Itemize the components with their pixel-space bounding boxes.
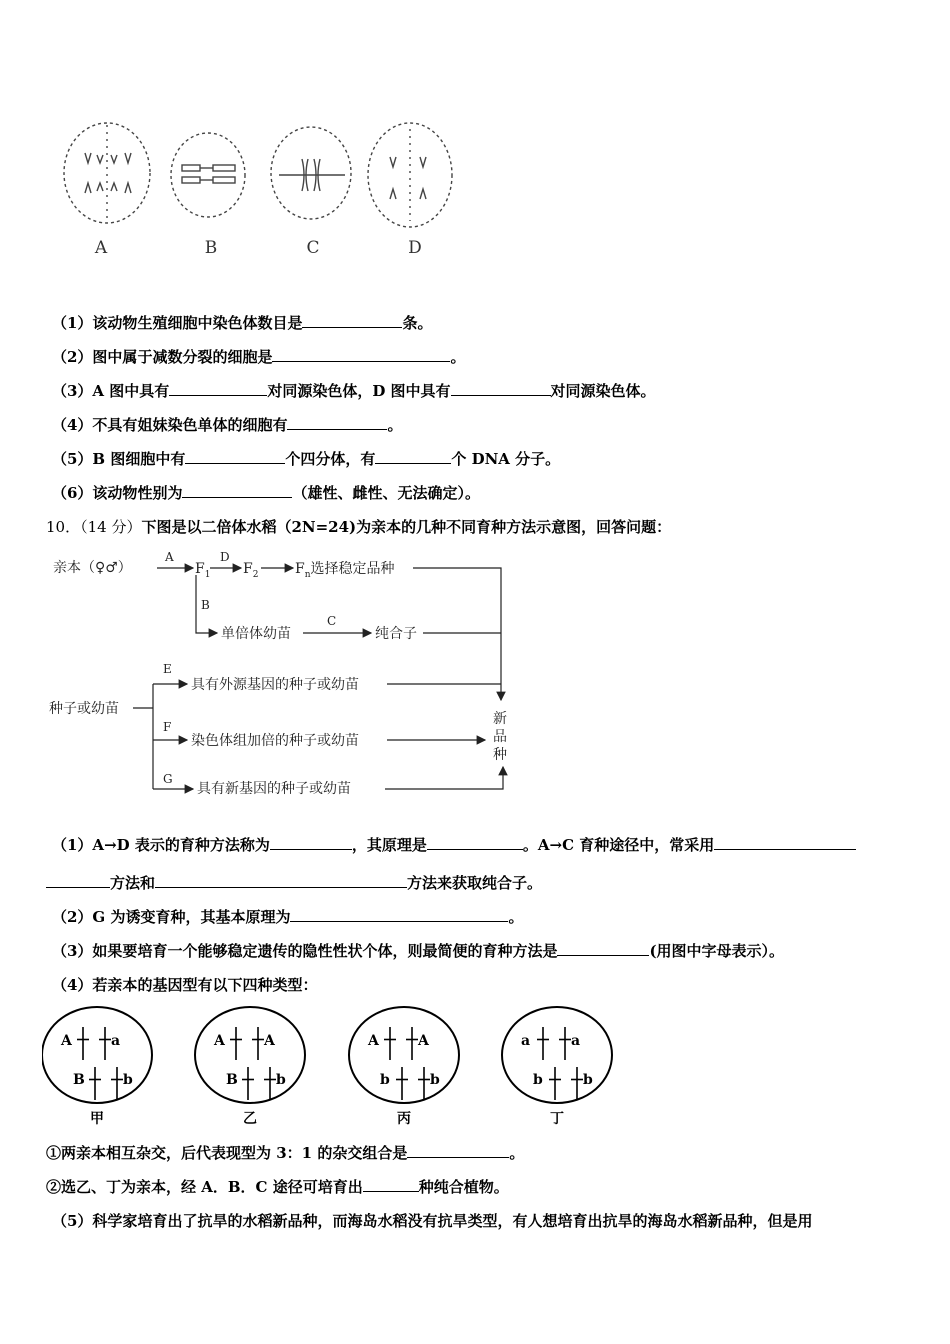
question-9-6: （6）该动物性别为 （雄性、雌性、无法确定）。 bbox=[52, 484, 480, 502]
f2-label: $F_2$ bbox=[243, 561, 259, 580]
allele-label: B bbox=[73, 1072, 85, 1088]
genotype-cell-3 bbox=[349, 1007, 459, 1127]
answer-blank[interactable] bbox=[451, 381, 551, 396]
question-10-4: （4）若亲本的基因型有以下四种类型： bbox=[52, 976, 318, 994]
allele-label: B bbox=[226, 1072, 238, 1088]
breeding-flow-diagram bbox=[45, 545, 525, 805]
seed-label: 种子或幼苗 bbox=[49, 701, 119, 717]
answer-blank[interactable] bbox=[407, 1143, 509, 1158]
branch-f-label: 染色体组加倍的种子或幼苗 bbox=[191, 733, 359, 749]
cell-name-label: 丙 bbox=[397, 1111, 411, 1127]
homozygote-label: 纯合子 bbox=[375, 626, 417, 642]
question-9-2: （2）图中属于减数分裂的细胞是 。 bbox=[52, 348, 466, 366]
answer-blank[interactable] bbox=[272, 347, 450, 362]
allele-label: b bbox=[276, 1072, 286, 1088]
cell-a-drawing bbox=[64, 123, 150, 223]
allele-label: A bbox=[214, 1033, 225, 1049]
genotype-cell-4 bbox=[502, 1007, 612, 1127]
parent-label: 亲本（♀♂） bbox=[53, 560, 132, 576]
cell-label-c: C bbox=[306, 238, 320, 258]
answer-blank[interactable] bbox=[155, 873, 407, 888]
new-variety-char-2: 品 bbox=[493, 729, 507, 745]
answer-blank[interactable] bbox=[375, 449, 451, 464]
arrow-b-label: B bbox=[201, 598, 210, 612]
allele-label: a bbox=[521, 1033, 531, 1049]
answer-blank[interactable] bbox=[714, 835, 856, 850]
answer-blank[interactable] bbox=[287, 415, 387, 430]
question-10-3: （3）如果要培育一个能够稳定遗传的隐性性状个体，则最简便的育种方法是 (用图中字母表示）。 bbox=[52, 942, 785, 960]
cell-label-a: A bbox=[94, 238, 108, 258]
cell-label-d: D bbox=[408, 238, 422, 258]
cell-label-b: B bbox=[204, 238, 218, 258]
allele-label: A bbox=[61, 1033, 72, 1049]
new-variety-char-1: 新 bbox=[493, 711, 507, 727]
genotype-cell-2 bbox=[195, 1007, 305, 1127]
allele-label: A bbox=[368, 1033, 379, 1049]
allele-label: b bbox=[583, 1072, 593, 1088]
answer-blank[interactable] bbox=[270, 835, 352, 850]
haploid-label: 单倍体幼苗 bbox=[221, 626, 291, 642]
branch-g-label: 具有新基因的种子或幼苗 bbox=[197, 781, 351, 797]
cell-name-label: 甲 bbox=[90, 1111, 104, 1127]
answer-blank[interactable] bbox=[557, 941, 649, 956]
allele-label: A bbox=[418, 1033, 429, 1049]
cell-c-drawing bbox=[271, 127, 351, 219]
arrow-a-label: A bbox=[165, 550, 174, 564]
f1-label: $F_1$ bbox=[195, 561, 211, 580]
cell-division-figure bbox=[55, 115, 475, 265]
arrow-c-label: C bbox=[327, 614, 337, 628]
question-9-1: （1）该动物生殖细胞中染色体数目是 条。 bbox=[52, 314, 433, 332]
allele-label: b bbox=[430, 1072, 440, 1088]
question-10-1-line2: 方法和 方法来获取纯合子。 bbox=[46, 872, 542, 893]
question-10-stem: 10．（14 分）下图是以二倍体水稻（2N=24)为亲本的几种不同育种方法示意图，回答问题： bbox=[46, 518, 672, 536]
cell-d-drawing bbox=[368, 123, 452, 227]
genotype-cell-1 bbox=[42, 1007, 152, 1127]
arrow-f-label: F bbox=[163, 720, 172, 734]
question-10-1: （1）A→D 表示的育种方法称为 ，其原理是 。A→C 育种途径中，常采用 bbox=[52, 834, 856, 855]
allele-label: b bbox=[123, 1072, 133, 1088]
genotype-cells-figure bbox=[42, 1005, 622, 1130]
arrow-d-label: D bbox=[220, 550, 230, 564]
arrow-g-label: G bbox=[163, 772, 173, 786]
answer-blank[interactable] bbox=[363, 1177, 419, 1192]
allele-label: a bbox=[111, 1033, 121, 1049]
question-9-5: （5）B 图细胞中有 个四分体，有 个 DNA 分子。 bbox=[52, 450, 561, 468]
question-10-4-2: ②选乙、丁为亲本，经 A．B．C 途径可培育出 种纯合植物。 bbox=[46, 1178, 509, 1196]
answer-blank[interactable] bbox=[185, 449, 285, 464]
arrow-e-label: E bbox=[163, 662, 172, 676]
branch-e-label: 具有外源基因的种子或幼苗 bbox=[191, 677, 359, 693]
allele-label: b bbox=[380, 1072, 390, 1088]
question-10-4-1: ①两亲本相互杂交，后代表现型为 3：1 的杂交组合是 。 bbox=[46, 1144, 525, 1162]
answer-blank[interactable] bbox=[46, 873, 110, 888]
allele-label: a bbox=[571, 1033, 581, 1049]
cell-name-label: 乙 bbox=[243, 1111, 257, 1127]
fn-label: $F_n$选择稳定品种 bbox=[295, 561, 395, 580]
cell-name-label: 丁 bbox=[550, 1111, 564, 1127]
answer-blank[interactable] bbox=[302, 313, 402, 328]
answer-blank[interactable] bbox=[182, 483, 292, 498]
answer-blank[interactable] bbox=[290, 907, 508, 922]
allele-label: A bbox=[264, 1033, 275, 1049]
question-9-3: （3）A 图中具有 对同源染色体，D 图中具有 对同源染色体。 bbox=[52, 382, 656, 400]
question-10-5: （5）科学家培育出了抗旱的水稻新品种，而海岛水稻没有抗旱类型，有人想培育出抗旱的海岛水稻新品种，但是用 bbox=[52, 1212, 813, 1230]
new-variety-char-3: 种 bbox=[493, 747, 507, 763]
allele-label: b bbox=[533, 1072, 543, 1088]
question-9-4: （4）不具有姐妹染色单体的细胞有 。 bbox=[52, 416, 403, 434]
answer-blank[interactable] bbox=[169, 381, 267, 396]
cell-b-drawing bbox=[171, 133, 245, 217]
question-10-2: （2）G 为诱变育种，其基本原理为 。 bbox=[52, 908, 524, 926]
answer-blank[interactable] bbox=[427, 835, 523, 850]
